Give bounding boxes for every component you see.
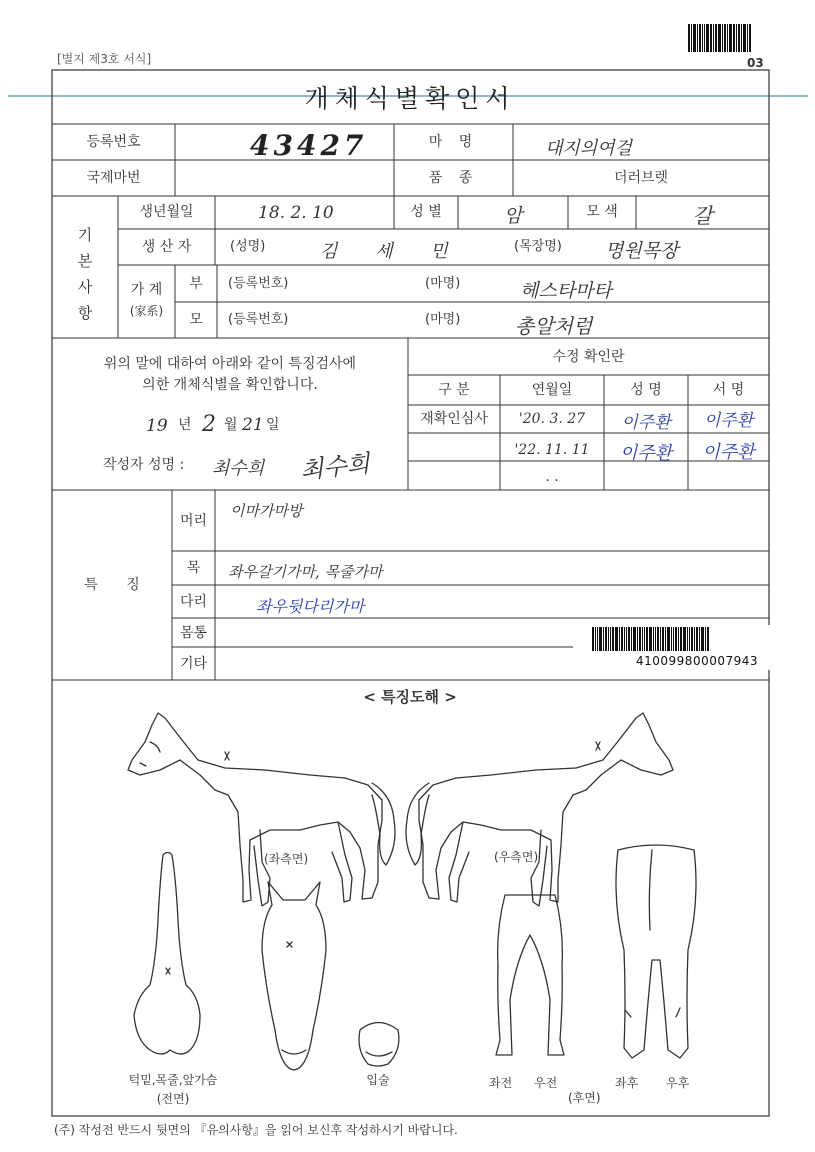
revision-row-date: '22. 11. 11 bbox=[514, 442, 590, 458]
feature-head-value: 이마가마방 bbox=[230, 502, 303, 520]
horse-name-value: 대지의여걸 bbox=[545, 138, 632, 159]
revision-header-name: 성 명 bbox=[630, 382, 662, 398]
breeder-label: 생 산 자 bbox=[141, 239, 192, 255]
horse-head-front-outline bbox=[262, 882, 326, 1070]
dam-label: 모 bbox=[189, 312, 203, 328]
color-value: 갈 bbox=[692, 204, 713, 228]
feature-neck-value: 좌우갈기가마, 목줄가마 bbox=[228, 563, 383, 581]
revision-header-sign: 서 명 bbox=[712, 382, 745, 398]
horse-front-legs-outline bbox=[496, 895, 564, 1055]
feature-legs-value: 좌우뒷다리가마 bbox=[256, 597, 365, 616]
color-label: 모 색 bbox=[586, 204, 618, 220]
revision-row-name: 이주환 bbox=[619, 443, 673, 464]
lips-caption: 입술 bbox=[366, 1073, 390, 1087]
horse-right-side-outline bbox=[406, 713, 673, 906]
feature-head-label: 머리 bbox=[179, 513, 208, 529]
writer-signature: 최수희 bbox=[298, 449, 372, 485]
breed-value: 더러브렛 bbox=[613, 170, 669, 186]
confirm-day-unit: 일 bbox=[266, 417, 280, 433]
feature-legs-label: 다리 bbox=[179, 594, 208, 610]
revision-row-date: '20. 3. 27 bbox=[518, 411, 586, 427]
sex-value: 암 bbox=[503, 205, 523, 227]
barcode-number: 410099800007943 bbox=[636, 654, 759, 668]
document-title: 개체식별확인서 bbox=[304, 84, 516, 113]
sire-name-value: 헤스타마타 bbox=[520, 280, 612, 302]
reg-no-value: 43427 bbox=[250, 129, 368, 162]
right-rear-caption: 우후 bbox=[666, 1076, 690, 1090]
sex-label: 성 별 bbox=[410, 204, 442, 220]
revision-header-type: 구 분 bbox=[438, 382, 470, 398]
revision-row-sign: 이주환 bbox=[703, 411, 754, 431]
feature-neck-label: 목 bbox=[186, 560, 201, 576]
horse-name-label: 마 명 bbox=[428, 134, 479, 150]
confirm-month: 2 bbox=[202, 412, 216, 437]
birth-value: 18. 2. 10 bbox=[258, 203, 334, 223]
confirm-text-2: 의한 개체식별을 확인합니다. bbox=[142, 377, 318, 393]
breeder-name-value: 김 세 민 bbox=[320, 241, 448, 262]
pedigree-hanja: (家系) bbox=[129, 304, 164, 318]
confirm-text-1: 위의 말에 대하여 아래와 같이 특징검사에 bbox=[103, 356, 357, 372]
dam-name-value: 총알처럼 bbox=[515, 314, 593, 338]
confirm-year: 19 bbox=[146, 416, 168, 436]
front-sub-label: (전면) bbox=[156, 1092, 190, 1106]
feature-other-label: 기타 bbox=[179, 656, 208, 672]
right-front-caption: 우전 bbox=[534, 1076, 558, 1090]
confirm-year-unit: 년 bbox=[178, 417, 192, 433]
pedigree-label: 가 계 bbox=[130, 282, 163, 298]
sire-label: 부 bbox=[189, 276, 203, 292]
feature-body-label: 몸통 bbox=[179, 625, 208, 641]
basic-section-label: 기본사항 bbox=[77, 226, 93, 322]
revision-header-date: 연월일 bbox=[531, 382, 573, 398]
horse-front-neck-outline bbox=[134, 853, 200, 1055]
farm-value: 명원목장 bbox=[605, 240, 679, 262]
dam-reg-label: (등록번호) bbox=[228, 312, 289, 327]
revision-row-type: 재확인심사 bbox=[420, 411, 488, 427]
reg-no-label: 등록번호 bbox=[86, 134, 141, 150]
right-side-label: (우측면) bbox=[494, 850, 539, 864]
revision-row-date: . . bbox=[545, 469, 559, 485]
writer-label: 작성자 성명 : bbox=[103, 457, 185, 473]
confirm-month-unit: 월 bbox=[224, 417, 238, 433]
front-caption: 턱밑,목줄,앞가슴 bbox=[128, 1073, 218, 1087]
horse-rear-outline bbox=[616, 845, 696, 1058]
breed-label: 품 종 bbox=[428, 170, 479, 186]
left-front-caption: 좌전 bbox=[489, 1076, 513, 1090]
intl-no-label: 국제마번 bbox=[86, 170, 141, 186]
page-number: 03 bbox=[747, 56, 764, 70]
revision-row-sign: 이주환 bbox=[702, 442, 755, 463]
breeder-name-label: (성명) bbox=[230, 239, 266, 254]
confirm-day: 21 bbox=[242, 415, 264, 435]
horse-lips-outline bbox=[359, 1023, 399, 1067]
dam-name-label: (마명) bbox=[425, 312, 461, 327]
diagram-title: < 특징도해 > bbox=[363, 688, 457, 706]
footer-note: (주) 작성전 반드시 뒷면의 『유의사항』을 읽어 보신후 작성하시기 바랍니다. bbox=[54, 1123, 458, 1137]
writer-name: 최수희 bbox=[212, 458, 265, 479]
rear-sub-label: (후면) bbox=[568, 1091, 601, 1105]
form-label: [별지 제3호 서식] bbox=[57, 52, 152, 66]
left-rear-caption: 좌후 bbox=[615, 1076, 639, 1090]
farm-label: (목장명) bbox=[514, 239, 562, 254]
revision-title: 수정 확인란 bbox=[552, 349, 625, 365]
birth-label: 생년월일 bbox=[139, 204, 194, 220]
horse-left-side-outline bbox=[128, 713, 395, 906]
features-section-label: 특 징 bbox=[84, 577, 140, 593]
sire-name-label: (마명) bbox=[425, 276, 461, 291]
revision-row-name: 이주환 bbox=[621, 413, 671, 433]
sire-reg-label: (등록번호) bbox=[228, 276, 289, 291]
left-side-label: (좌측면) bbox=[264, 852, 309, 866]
